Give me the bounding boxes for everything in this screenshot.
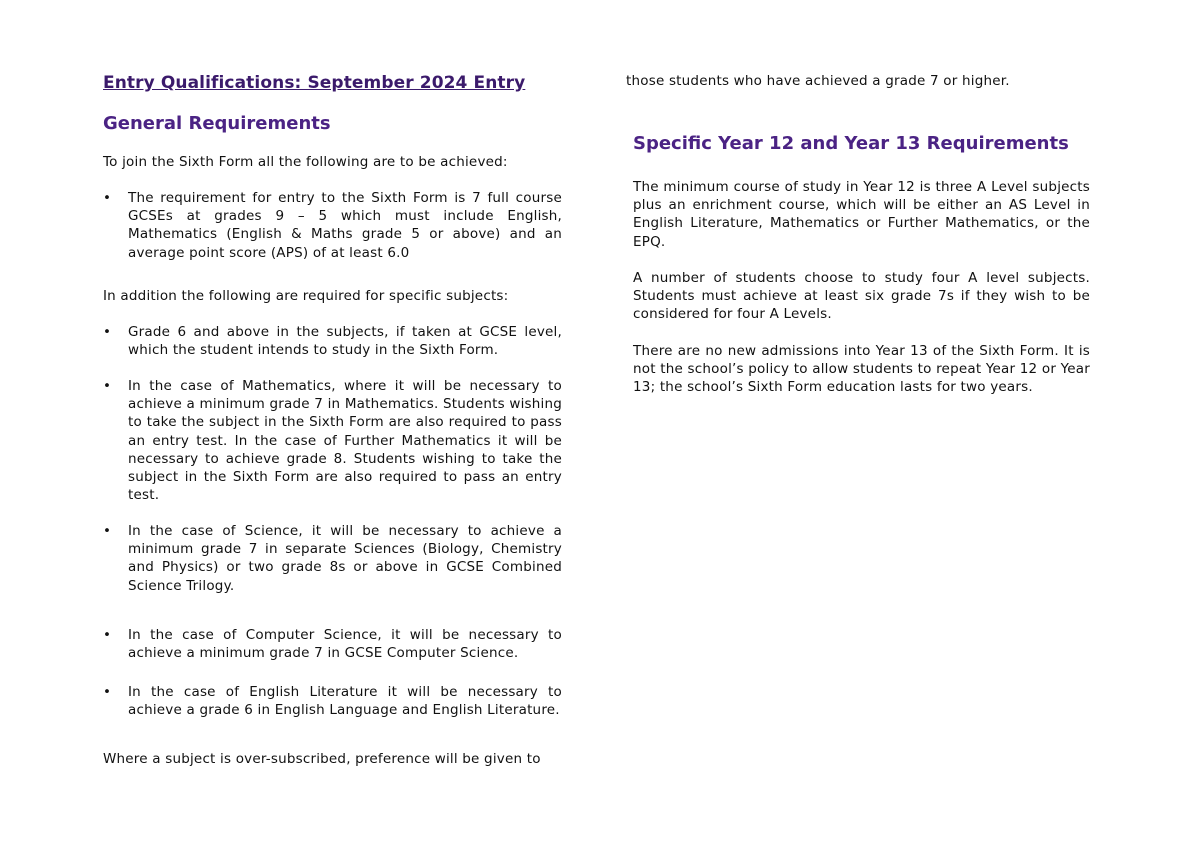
bullet-icon: • (103, 324, 111, 340)
paragraph-four-a-levels: A number of students choose to study four A level subjects. Students must achieve at least six grade 7s if they wish to be considered for four A Levels. (633, 270, 1090, 323)
list-item-text: The requirement for entry to the Sixth Form is 7 full course GCSEs at grades 9 – 5 which must include English, Mathematics (English & Maths grade 5 or above) and an average point score (APS) of at least 6.0 (128, 190, 562, 261)
bullet-icon: • (103, 627, 111, 643)
continuation-text: those students who have achieved a grade 7 or higher. (626, 73, 1010, 89)
bullet-icon: • (103, 684, 111, 700)
list-item-text: In the case of Mathematics, where it will be necessary to achieve a minimum grade 7 in Mathematics. Students wishing to take the subject in the Sixth Form are also required to pass an entry test. In the case of Further Mathematics it will be necessary to achieve grade 8. Students wishing to take the subject in the Sixth Form are also required to pass an entry test. (128, 378, 562, 504)
list-item-text: In the case of English Literature it will be necessary to achieve a grade 6 in English Language and English Literature. (128, 684, 562, 719)
document-title: Entry Qualifications: September 2024 Entry (103, 73, 526, 93)
bullet-icon: • (103, 378, 111, 394)
specific-subjects-intro-text: In addition the following are required for specific subjects: (103, 288, 509, 304)
paragraph-course-of-study: The minimum course of study in Year 12 is three A Level subjects plus an enrichment course, which will be either an AS Level in English Literature, Mathematics or Further Mathematics, or the EPQ. (633, 179, 1090, 250)
general-intro-text: To join the Sixth Form all the following are to be achieved: (103, 154, 508, 170)
paragraph-year-13-admissions: There are no new admissions into Year 13 of the Sixth Form. It is not the school’s policy to allow students to repeat Year 12 or Year 13; the school’s Sixth Form education lasts for two years. (633, 343, 1090, 396)
list-item-text: In the case of Computer Science, it will be necessary to achieve a minimum grade 7 in GCSE Computer Science. (128, 627, 562, 662)
specific-requirements-heading: Specific Year 12 and Year 13 Requirements (633, 133, 1069, 154)
oversubscribed-text: Where a subject is over-subscribed, preference will be given to (103, 751, 541, 767)
bullet-icon: • (103, 190, 111, 206)
bullet-icon: • (103, 523, 111, 539)
list-item-text: Grade 6 and above in the subjects, if taken at GCSE level, which the student intends to study in the Sixth Form. (128, 324, 562, 359)
list-item-text: In the case of Science, it will be necessary to achieve a minimum grade 7 in separate Sciences (Biology, Chemistry and Physics) or two grade 8s or above in GCSE Combined Science Trilogy. (128, 523, 562, 594)
general-requirements-heading: General Requirements (103, 113, 331, 134)
